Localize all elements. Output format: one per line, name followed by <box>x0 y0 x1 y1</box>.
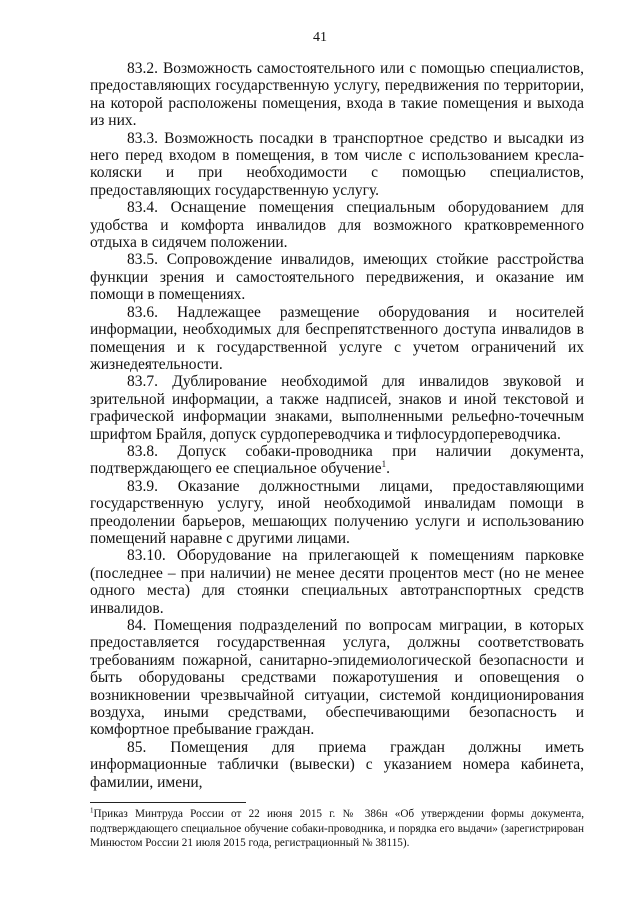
paragraph-83-4: 83.4. Оснащение помещения специальным оборудованием для удобства и комфорта инвалидов для возможного кратковременного отдыха в сидячем положении. <box>90 199 584 252</box>
paragraph-83-2: 83.2. Возможность самостоятельного или с помощью специалистов, предоставляющих государственную услугу, передвижения по территории, на которой расположены помещения, входа в такие помещения и выхода из них. <box>90 60 584 130</box>
paragraph-83-8-text: 83.8. Допуск собаки-проводника при наличии документа, подтверждающего ее специальное обучение <box>90 442 584 478</box>
paragraph-83-7: 83.7. Дублирование необходимой для инвалидов звуковой и зрительной информации, а также надписей, знаков и иной текстовой и графической информации знаками, выполненными рельефно-точечным шрифтом Брайля, допуск сурдопереводчика и тифлосурдопереводчика. <box>90 373 584 443</box>
paragraph-83-9: 83.9. Оказание должностными лицами, предоставляющими государственную услугу, иной необходимой инвалидам помощи в преодолении барьеров, мешающих получению услуги и использованию помещений наравне с другими лицами. <box>90 477 584 547</box>
footnote <box>90 807 584 851</box>
page-number: 41 <box>313 30 327 45</box>
document-body <box>90 60 584 791</box>
footnote-text: Приказ Минтруда России от 22 июня 2015 г. № 386н «Об утверждении формы документа, подтверждающего специальное обучение собаки-проводника, и порядка его выдачи» (зарегистрирован Минюстом России 21 июля 2015 года, регистрационный № 38115). <box>90 808 584 850</box>
paragraph-85: 85. Помещения для приема граждан должны иметь информационные таблички (вывески) с указанием номера кабинета, фамилии, имени, <box>90 738 584 791</box>
paragraph-83-6: 83.6. Надлежащее размещение оборудования и носителей информации, необходимых для беспрепятственного доступа инвалидов в помещения и к государственной услуге с учетом ограничений их жизнедеятельности. <box>90 303 584 373</box>
footnote-divider <box>90 802 246 803</box>
paragraph-83-5: 83.5. Сопровождение инвалидов, имеющих стойкие расстройства функции зрения и самостоятельного передвижения, и оказание им помощи в помещениях. <box>90 251 584 304</box>
paragraph-83-3: 83.3. Возможность посадки в транспортное средство и высадки из него перед входом в помещения, в том числе с использованием кресла-коляски и при необходимости с помощью специалистов, предоставляющих государственную услугу. <box>90 129 584 199</box>
paragraph-83-8 <box>90 443 584 478</box>
paragraph-83-10: 83.10. Оборудование на прилегающей к помещениям парковке (последнее – при наличии) не менее десяти процентов мест (но не менее одного места) для стоянки специальных автотранспортных средств инвалидов. <box>90 547 584 617</box>
footnote-marker: 1 <box>90 806 94 815</box>
paragraph-84: 84. Помещения подразделений по вопросам миграции, в которых предоставляется государственная услуга, должны соответствовать требованиям пожарной, санитарно-эпидемиологической безопасности и быть оборудованы средствами пожаротушения и оповещения о возникновении чрезвычайной ситуации, системой кондиционирования воздуха, иными средствами, обеспечивающими безопасность и комфортное пребывание граждан. <box>90 617 584 739</box>
footnote-reference: 1 <box>381 459 387 470</box>
paragraph-83-8-tail: . <box>386 460 390 478</box>
